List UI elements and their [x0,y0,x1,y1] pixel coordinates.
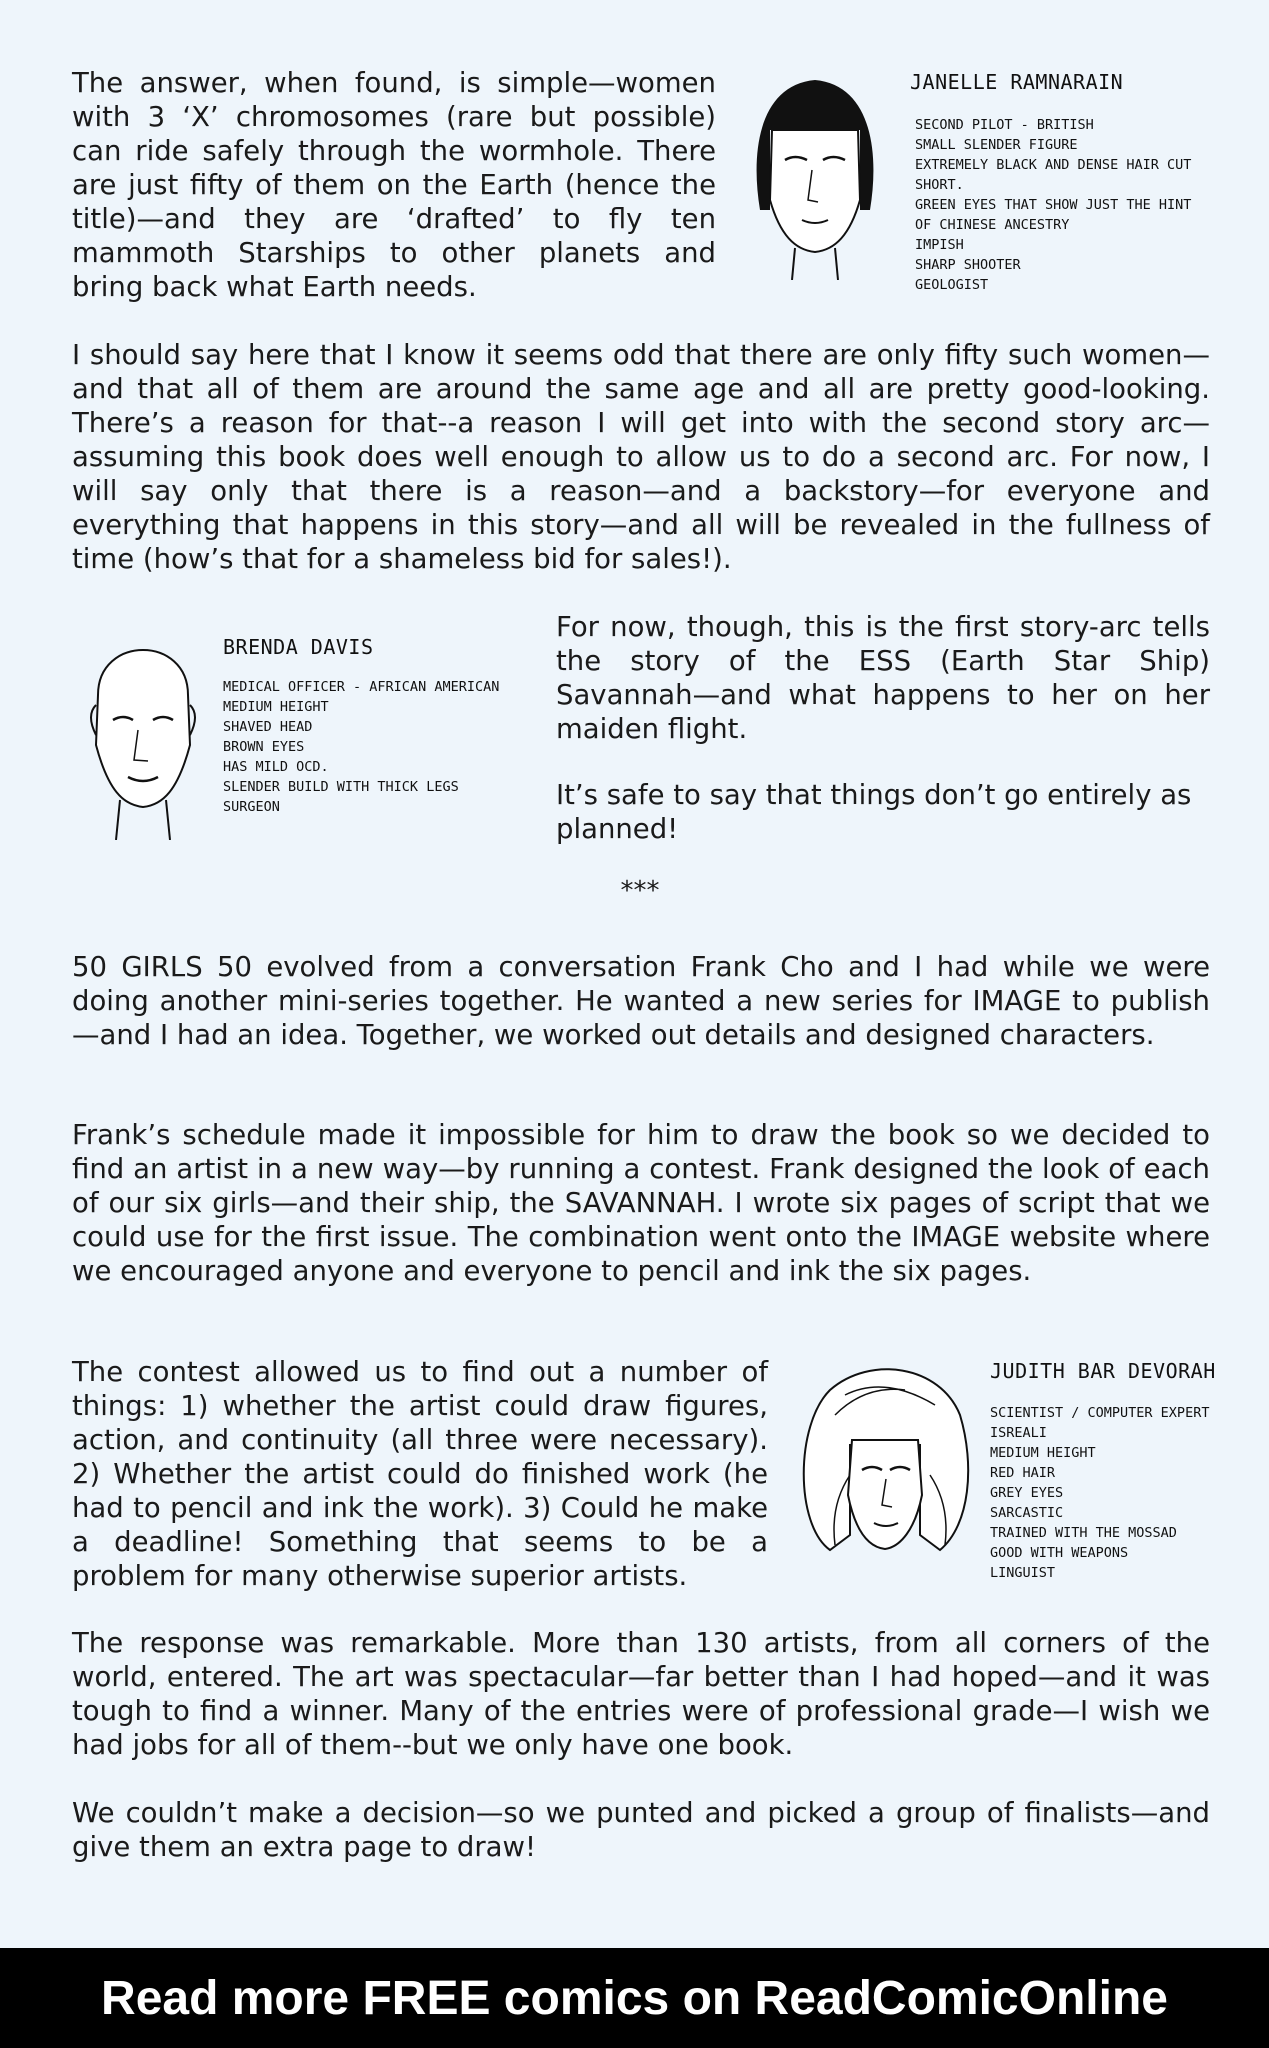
trait-item: IMPISH [915,237,964,253]
trait-item: LINGUIST [990,1565,1056,1581]
trait-item: RED HAIR [990,1465,1056,1481]
trait-item: GOOD WITH WEAPONS [990,1545,1129,1561]
paragraph-response: The response was remarkable. More than 130 artists, from all corners of the world, entered. The art was spectacular—far better than I had hoped—and it was tough to find a winner. Many of the entries were of professional grade—I wish we had jobs for all of them--but we only have one book. [72,1627,1210,1761]
paragraph-intro: The answer, when found, is simple—women with 3 ‘X’ chromosomes (rare but possible) can ride safely through the wormhole. There are just fifty of them on the Earth (hence the title)—and they are ‘drafted’ to fly ten mammoth Starships to other planets and bring back what Earth needs. [72,67,716,303]
banner-text: Read more FREE comics on ReadComicOnline [101,1971,1168,2025]
section-separator: *** [620,876,660,906]
trait-item: MEDIUM HEIGHT [990,1445,1096,1461]
trait-item: MEDICAL OFFICER - AFRICAN AMERICAN [223,679,500,695]
character-card-janelle [750,60,1220,300]
trait-item: ISREALI [990,1425,1047,1441]
trait-item: MEDIUM HEIGHT [223,699,329,715]
trait-item: SCIENTIST / COMPUTER EXPERT [990,1405,1210,1421]
trait-item: SLENDER BUILD WITH THICK LEGS [223,779,459,795]
trait-item: SMALL SLENDER FIGURE [915,137,1078,153]
paragraph-contest-goals: The contest allowed us to find out a number of things: 1) whether the artist could draw figures, action, and continuity (all three were necessary). 2) Whether the artist could do finished work (he had to pencil and ink the work). 3) Could he make a deadline! Something that seems to be a problem for many otherwise superior artists. [72,1356,768,1592]
judith-traits [990,1403,1209,1583]
trait-item: SECOND PILOT - BRITISH [915,117,1094,133]
trait-item: HAS MILD OCD. [223,759,329,775]
promo-banner[interactable] [0,1948,1269,2048]
trait-item: SARCASTIC [990,1505,1064,1521]
trait-item: SHORT. [915,177,964,193]
paragraph-fifty-women: I should say here that I know it seems odd that there are only fifty such women—and that all of them are around the same age and all are pretty good-looking. There’s a reason for that--a reason I will get into with the second story arc—assuming this book does well enough to allow us to do a second arc. For now, I will say only that there is a reason—and a backstory—for everyone and everything that happens in this story—and all will be revealed in the fullness of time (how’s that for a shameless bid for sales!). [72,339,1210,575]
janelle-traits [915,115,1191,295]
brenda-name: BRENDA DAVIS [223,635,374,659]
trait-item: GREEN EYES THAT SHOW JUST THE HINT [915,197,1192,213]
trait-item: OF CHINESE ANCESTRY [915,217,1070,233]
character-card-brenda [68,615,538,840]
judith-name: JUDITH BAR DEVORAH [990,1359,1216,1383]
janelle-name: JANELLE RAMNARAIN [910,70,1124,94]
paragraph-finalists: We couldn’t make a decision—so we punted and picked a group of finalists—and give them an extra page to draw! [72,1797,1210,1863]
trait-item: SURGEON [223,799,280,815]
trait-item: TRAINED WITH THE MOSSAD [990,1525,1177,1541]
paragraph-planned: It’s safe to say that things don’t go entirely as planned! [556,779,1192,845]
paragraph-first-arc: For now, though, this is the first story-arc tells the story of the ESS (Earth Star Ship) Savannah—and what happens to her on her maiden flight. [556,611,1210,745]
trait-item: GREY EYES [990,1485,1064,1501]
trait-item: EXTREMELY BLACK AND DENSE HAIR CUT [915,157,1192,173]
trait-item: BROWN EYES [223,739,305,755]
janelle-portrait [750,60,880,280]
judith-portrait [790,1355,980,1575]
paragraph-origin: 50 GIRLS 50 evolved from a conversation Frank Cho and I had while we were doing another mini-series together. He wanted a new series for IMAGE to publish—and I had an idea. Together, we worked out details and designed characters. [72,951,1210,1051]
trait-item: GEOLOGIST [915,277,989,293]
trait-item: SHARP SHOOTER [915,257,1021,273]
brenda-traits [223,677,499,817]
paragraph-contest: Frank’s schedule made it impossible for him to draw the book so we decided to find an artist in a new way—by running a contest. Frank designed the look of each of our six girls—and their ship, the SAVANNAH. I wrote six pages of script that we could use for the first issue. The combination went onto the IMAGE website where we encouraged anyone and everyone to pencil and ink the six pages. [72,1119,1210,1287]
brenda-portrait [68,615,218,840]
character-card-judith [790,1355,1220,1595]
trait-item: SHAVED HEAD [223,719,313,735]
